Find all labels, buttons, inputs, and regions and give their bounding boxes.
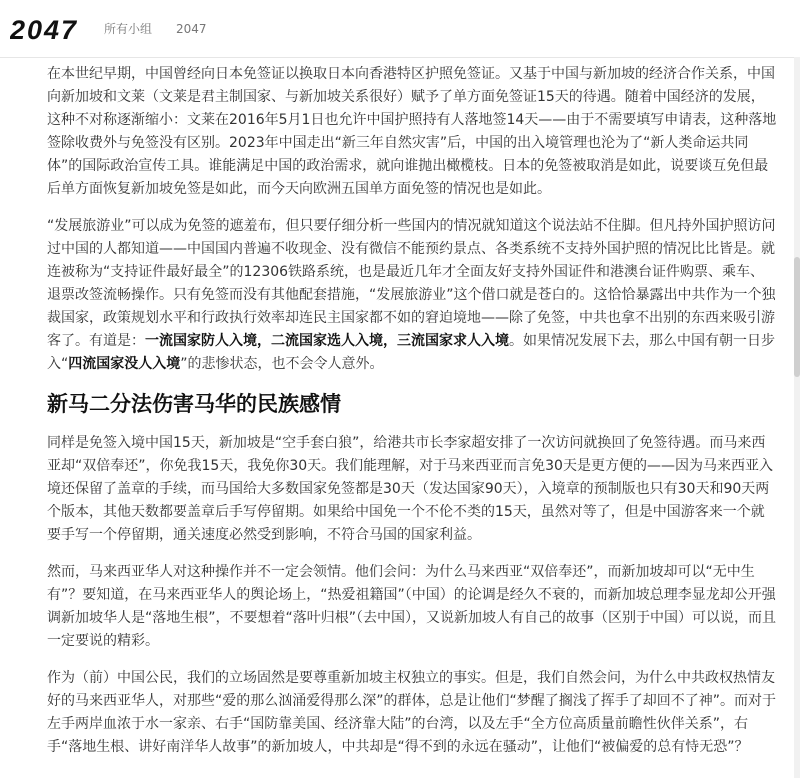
paragraph-3: 同样是免签入境中国15天，新加坡是“空手套白狼”，给港共市长李家超安排了一次访问就换回了免签待遇。而马来西亚却“双倍奉还”，你免我15天，我免你30天。我们能理解，对于马来西亚而言免30天是更方便的——因为马来西亚入境还保留了盖章的手续，而马国给大多数国家免签都是30天（发达国家90天），入境章的预制版也只有30天和90天两个版本，其他天数都要盖章后手写停留期。如果给中国免一个不伦不类的15天，虽然对等了，但是中国游客来一个就要手写一个停留期，通关速度必然受到影响，不符合马国的国家利益。 <box>47 435 773 543</box>
scrollbar-track[interactable] <box>794 57 800 778</box>
logo-text: 2047 <box>10 14 79 43</box>
paragraph-4: 然而，马来西亚华人对这种操作并不一定会领情。他们会问：为什么马来西亚“双倍奉还”，而新加坡却可以“无中生有”？要知道，在马来西亚华人的舆论场上，“热爱祖籍国”（中国）的论调是经久不衰的，而新加坡总理李显龙却公开强调新加坡华人是“落地生根”，不要想着“落叶归根”（去中国），又说新加坡人有自己的故事（区别于中国）可以说，而且一定要说的精彩。 <box>47 564 777 649</box>
paragraph-5: 作为（前）中国公民，我们的立场固然是要尊重新加坡主权独立的事实。但是，我们自然会问，为什么中共政权热情友好的马来西亚华人，对那些“爱的那么汹涌爱得那么深”的群体，总是让他们“梦醒了搁浅了挥手了却回不了神”。而对于左手两岸血浓于水一家亲、右手“国防靠美国、经济靠大陆”的台湾，以及左手“全方位高质量前瞻性伙伴关系”，右手“落地生根、讲好南洋华人故事”的新加坡人，中共却是“得不到的永远在骚动”，让他们“被偏爱的总有恃无恐”？ <box>47 670 777 755</box>
scrollbar-thumb[interactable] <box>794 257 800 377</box>
nav-2047-link[interactable]: 2047 <box>176 21 207 36</box>
paragraph-2-text-start: “发展旅游业”可以成为免签的遮羞布，但只要仔细分析一些国内的情况就知道这个说法站不住脚。但凡持外国护照访问过中国的人都知道——中国国内普遍不收现金、没有微信不能预约景点、各类系统不支持外国护照的情况比比皆是。就连被称为“支持证件最好最全”的12306铁路系统，也是最近几年才全面友好支持外国证件和港澳台证件购票、乘车、退票改签流畅操作。只有免签而没有其他配套措施，“发展旅游业”这个借口就是苍白的。这恰恰暴露出中共作为一个独裁国家，政策规划水平和行政执行效率却连民主国家都不如的窘迫境地——除了免签，中共也拿不出别的东西来吸引游客了。有道是： <box>47 218 776 349</box>
paragraph-1: 在本世纪早期，中国曾经向日本免签证以换取日本向香港特区护照免签证。又基于中国与新加坡的经济合作关系，中国向新加坡和文莱（文莱是君主制国家、与新加坡关系很好）赋予了单方面免签证15天的待遇。随着中国经济的发展，这种不对称逐渐缩小：文莱在2016年5月1日也允许中国护照持有人落地签14天——由于不需要填写申请表，这种落地签除收费外与免签没有区别。2023年中国走出“新三年自然灾害”后，中国的出入境管理也沦为了“新人类命运共同体”的国际政治宣传工具。谁能满足中国的政治需求，就向谁抛出橄榄枝。日本的免签被取消是如此，说要谈互免但最后单方面恢复新加坡免签是如此，而今天向欧洲五国单方面免签的情况也是如此。 <box>47 66 777 197</box>
paragraph-2-text-mid: 。如果情况发展下去，那么中国有朝一日步入“ <box>47 333 775 372</box>
paragraph-2-text-end: ”的悲惨状态，也不会令人意外。 <box>180 356 384 372</box>
paragraph-2 <box>47 215 777 376</box>
article-body <box>47 63 777 773</box>
article-scroll-area[interactable] <box>0 57 800 778</box>
nav-all-groups-link[interactable]: 所有小组 <box>104 22 153 36</box>
section-heading: 新马二分法伤害马华的民族感情 <box>47 392 341 416</box>
site-logo[interactable] <box>10 15 82 43</box>
paragraph-2-bold-phrase: 四流国家没人入境 <box>68 356 181 372</box>
paragraph-2-bold-quote: 一流国家防人入境，二流国家选人入境，三流国家求人入境 <box>145 333 509 349</box>
logo-2047-icon <box>10 15 82 43</box>
top-navigation-bar <box>0 0 800 58</box>
